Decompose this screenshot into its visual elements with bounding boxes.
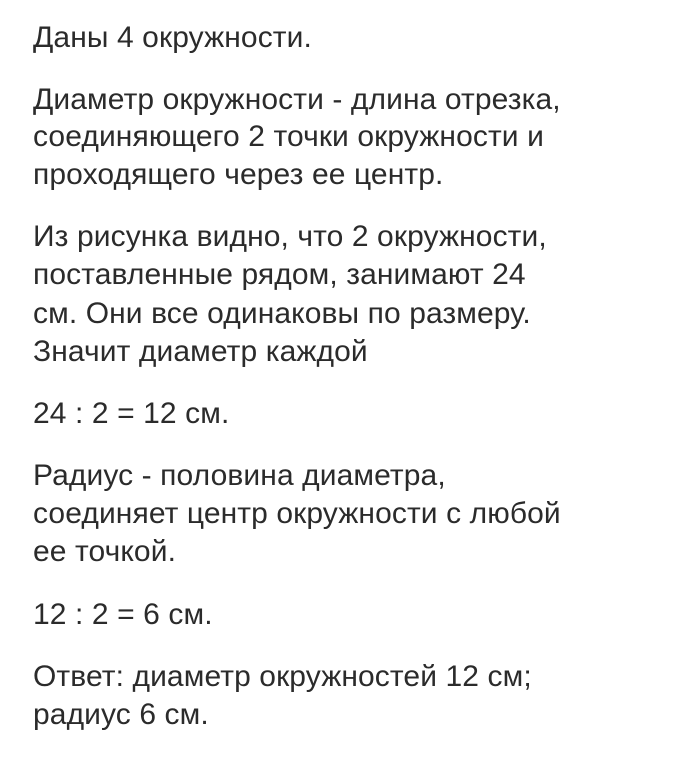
figure-observation-line-3: см. Они все одинаковы по размеру. xyxy=(33,297,531,330)
figure-observation-line-1: Из рисунка видно, что 2 окружности, xyxy=(33,220,547,253)
diameter-definition-line-2: соединяющего 2 точки окружности и xyxy=(33,120,544,153)
figure-observation-line-2: поставленные рядом, занимают 24 xyxy=(33,258,526,291)
radius-definition-line-1: Радиус - половина диаметра, xyxy=(33,459,446,492)
answer-line-1: Ответ: диаметр окружностей 12 см; xyxy=(33,660,532,693)
diameter-definition-line-3: проходящего через ее центр. xyxy=(33,158,444,191)
figure-observation-line-4: Значит диаметр каждой xyxy=(33,335,368,368)
diameter-calculation: 24 : 2 = 12 см. xyxy=(33,397,230,430)
radius-definition-line-3: ее точкой. xyxy=(33,535,177,568)
diameter-definition-line-1: Диаметр окружности - длина отрезка, xyxy=(33,83,561,116)
radius-definition-line-2: соединяет центр окружности с любой xyxy=(33,497,561,530)
radius-calculation: 12 : 2 = 6 см. xyxy=(33,598,213,631)
statement-given: Даны 4 окружности. xyxy=(33,21,312,54)
answer-line-2: радиус 6 см. xyxy=(33,698,209,731)
